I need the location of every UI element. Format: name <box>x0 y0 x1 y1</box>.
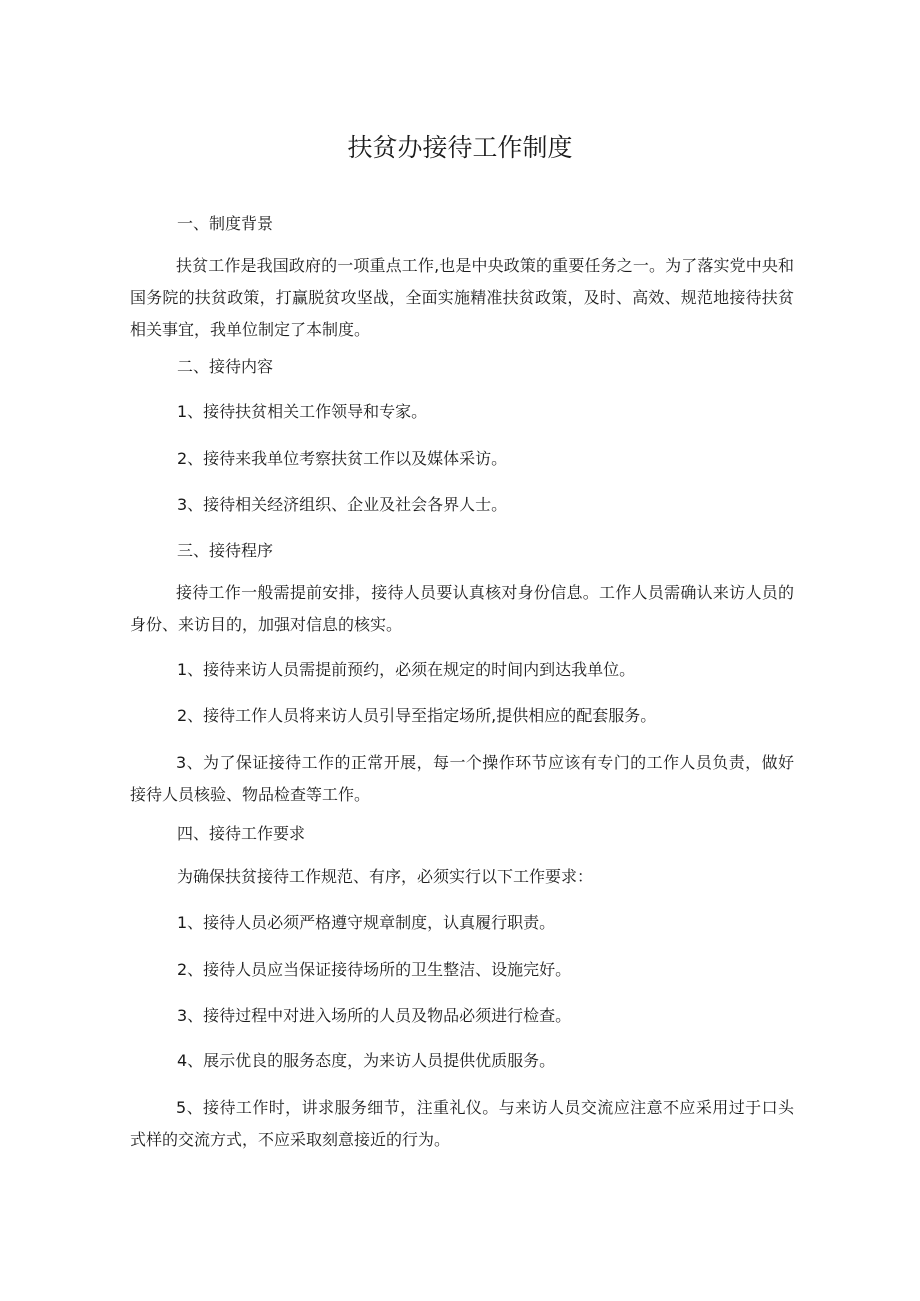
list-item: 2、接待人员应当保证接待场所的卫生整洁、设施完好。 <box>177 960 572 979</box>
paragraph-procedure: 接待工作一般需提前安排，接待人员要认真核对身份信息。工作人员需确认来访人员的身份、来访目的，加强对信息的核实。 <box>130 583 794 634</box>
section-heading-content: 二、接待内容 <box>177 357 274 376</box>
document-title: 扶贫办接待工作制度 <box>347 133 573 162</box>
section-heading-procedure: 三、接待程序 <box>177 541 274 560</box>
list-item: 1、接待扶贫相关工作领导和专家。 <box>177 402 428 421</box>
list-item: 2、接待来我单位考察扶贫工作以及媒体采访。 <box>177 449 508 468</box>
list-item: 1、接待来访人员需提前预约，必须在规定的时间内到达我单位。 <box>177 660 636 679</box>
paragraph-background: 扶贫工作是我国政府的一项重点工作,也是中央政策的重要任务之一。为了落实党中央和国务院的扶贫政策，打赢脱贫攻坚战，全面实施精准扶贫政策，及时、高效、规范地接待扶贫相关事宜，我单位制定了本制度。 <box>130 256 794 339</box>
list-item: 2、接待工作人员将来访人员引导至指定场所,提供相应的配套服务。 <box>177 706 657 725</box>
section-heading-requirements: 四、接待工作要求 <box>177 824 306 843</box>
requirements-intro: 为确保扶贫接待工作规范、有序，必须实行以下工作要求： <box>177 867 594 886</box>
list-item: 3、接待过程中对进入场所的人员及物品必须进行检查。 <box>177 1006 572 1025</box>
section-heading-background: 一、制度背景 <box>177 214 274 233</box>
list-item: 5、接待工作时，讲求服务细节，注重礼仪。与来访人员交流应注意不应采用过于口头式样的交流方式，不应采取刻意接近的行为。 <box>130 1098 794 1149</box>
list-item: 1、接待人员必须严格遵守规章制度，认真履行职责。 <box>177 913 556 932</box>
list-item: 3、为了保证接待工作的正常开展，每一个操作环节应该有专门的工作人员负责，做好接待人员核验、物品检查等工作。 <box>130 753 794 804</box>
list-item: 3、接待相关经济组织、企业及社会各界人士。 <box>177 495 508 514</box>
list-item: 4、展示优良的服务态度，为来访人员提供优质服务。 <box>177 1051 556 1070</box>
